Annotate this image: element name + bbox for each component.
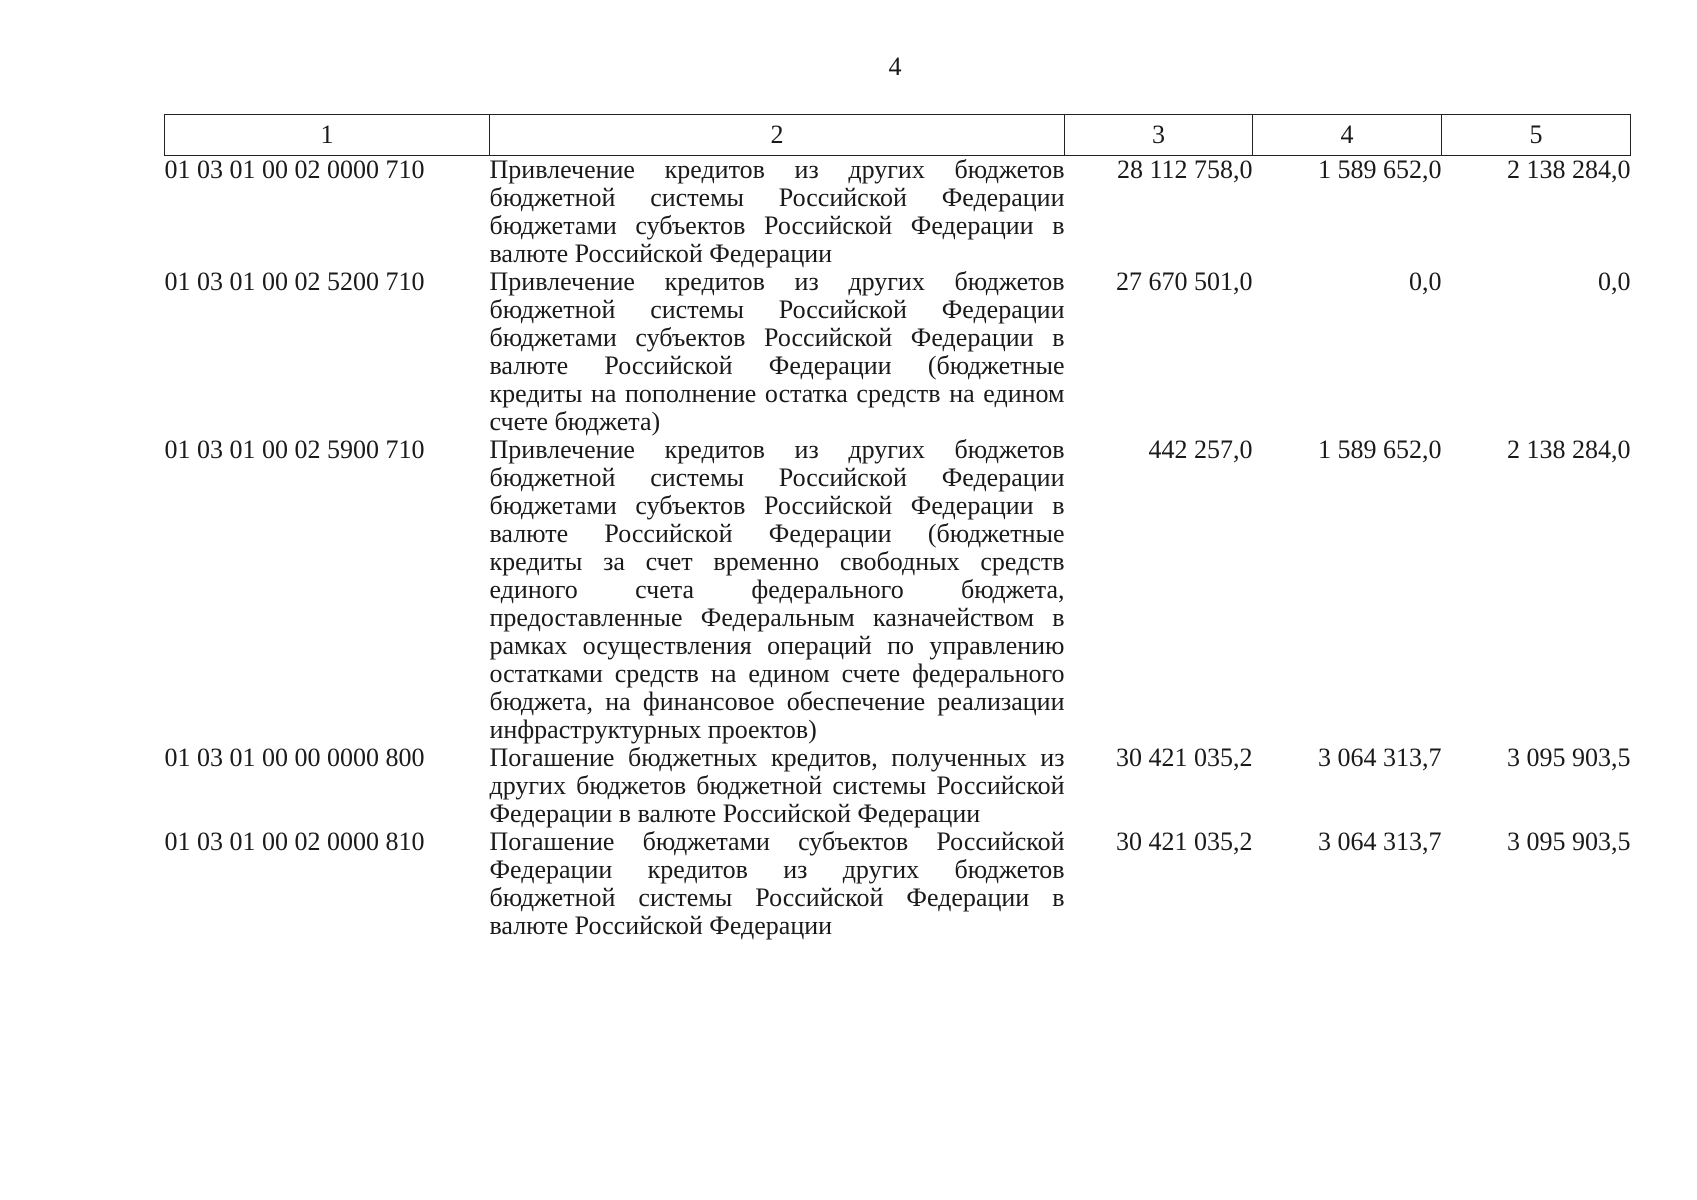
- row-description: Привлечение кредитов из других бюджетов бюджетной системы Российской Федерации бюджетами субъектов Российской Федерации в валюте Российской Федерации (бюджетные кредиты на пополнение остатка средств на едином счете бюджета): [489, 267, 1065, 436]
- table-row: [165, 156, 1631, 269]
- column-header-1: 1: [165, 115, 490, 156]
- table-row: [165, 828, 1631, 940]
- value-col-4: 3 064 313,7: [1318, 743, 1442, 772]
- value-col-3: 30 421 035,2: [1116, 827, 1253, 856]
- row-description: Привлечение кредитов из других бюджетов бюджетной системы Российской Федерации бюджетами субъектов Российской Федерации в валюте Российской Федерации (бюджетные кредиты за счет временно свободных средств единого счета федерального бюджета, предоставленные Федеральным казначейством в рамках осуществления операций по управлению остатками средств на едином счете федерального бюджета, на финансовое обеспечение реализации инфраструктурных проектов): [489, 435, 1065, 744]
- value-col-5: 0,0: [1598, 267, 1631, 296]
- value-col-3: 442 257,0: [1148, 435, 1253, 464]
- column-header-2: 2: [490, 115, 1065, 156]
- value-col-5: 2 138 284,0: [1507, 155, 1631, 184]
- column-header-4: 4: [1253, 115, 1442, 156]
- column-header-5: 5: [1442, 115, 1631, 156]
- row-description: Погашение бюджетных кредитов, полученных из других бюджетов бюджетной системы Российской Федерации в валюте Российской Федерации: [489, 743, 1065, 828]
- value-col-3: 30 421 035,2: [1116, 743, 1253, 772]
- budget-code: 01 03 01 00 00 0000 800: [164, 743, 425, 772]
- budget-code: 01 03 01 00 02 5200 710: [164, 267, 425, 296]
- row-description: Привлечение кредитов из других бюджетов бюджетной системы Российской Федерации бюджетами субъектов Российской Федерации в валюте Российской Федерации: [489, 155, 1065, 268]
- table-row: [165, 436, 1631, 744]
- column-number-row: [165, 115, 1631, 156]
- value-col-5: 3 095 903,5: [1507, 827, 1631, 856]
- page-number: 4: [888, 52, 902, 81]
- table-row: [165, 268, 1631, 436]
- value-col-3: 27 670 501,0: [1116, 267, 1253, 296]
- value-col-3: 28 112 758,0: [1116, 155, 1253, 184]
- budget-code: 01 03 01 00 02 0000 810: [164, 827, 425, 856]
- budget-code: 01 03 01 00 02 5900 710: [164, 435, 425, 464]
- value-col-5: 3 095 903,5: [1507, 743, 1631, 772]
- value-col-4: 1 589 652,0: [1318, 155, 1442, 184]
- column-header-3: 3: [1065, 115, 1253, 156]
- row-description: Погашение бюджетами субъектов Российской Федерации кредитов из других бюджетов бюджетной системы Российской Федерации в валюте Российской Федерации: [489, 827, 1065, 940]
- value-col-4: 3 064 313,7: [1318, 827, 1442, 856]
- budget-sources-table: [164, 114, 1631, 940]
- value-col-5: 2 138 284,0: [1507, 435, 1631, 464]
- table-row: [165, 744, 1631, 828]
- value-col-4: 0,0: [1409, 267, 1442, 296]
- value-col-4: 1 589 652,0: [1318, 435, 1442, 464]
- budget-code: 01 03 01 00 02 0000 710: [164, 155, 425, 184]
